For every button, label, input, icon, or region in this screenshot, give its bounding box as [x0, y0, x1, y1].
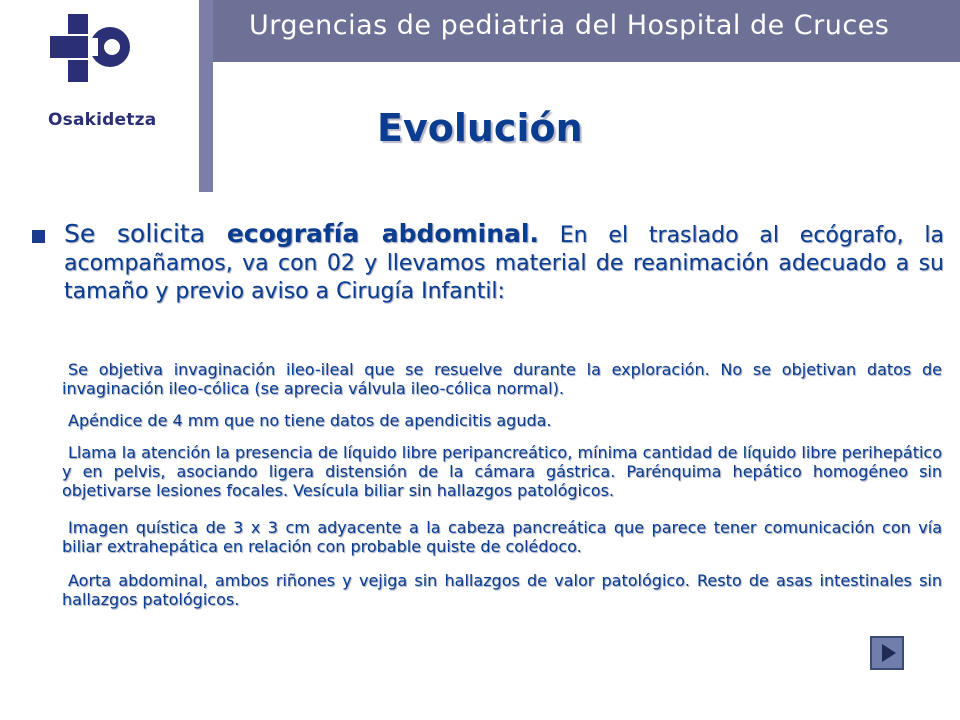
header-title: Urgencias de pediatria del Hospital de Cruces [249, 10, 890, 41]
finding-paragraph [62, 443, 942, 500]
lead-text-rest: En el traslado al ecógrafo, la acompañamos, va con 02 y llevamos material de reanimación adecuado a su tamaño y previo aviso a Cirugía Infantil: [64, 223, 944, 304]
finding-text: Se objetiva invaginación ileo-ileal que se resuelve durante la exploración. No se objetivan datos de invaginación ileo-cólica (se aprecia válvula ileo-cólica normal). [62, 360, 942, 398]
finding-text: Imagen quística de 3 x 3 cm adyacente a la cabeza pancreática que parece tener comunicación con vía biliar extrahepática en relación con probable quiste de colédoco. [62, 518, 942, 556]
lead-text-start: Se solicita [64, 219, 227, 248]
next-arrow-icon [872, 638, 902, 668]
slide-title: Evolución [377, 106, 583, 150]
header-band [213, 0, 960, 62]
finding-paragraph [62, 360, 942, 398]
osakidetza-logo-icon [50, 14, 130, 106]
next-slide-button[interactable] [870, 636, 904, 670]
finding-paragraph [62, 518, 942, 556]
bullet-square-icon [32, 230, 45, 243]
finding-paragraph [62, 571, 942, 609]
lead-bold: ecografía abdominal. [226, 219, 539, 248]
osakidetza-logo [44, 10, 184, 130]
finding-paragraph [62, 411, 942, 430]
logo-wordmark: Osakidetza [48, 110, 157, 130]
finding-text: Aorta abdominal, ambos riñones y vejiga sin hallazgos de valor patológico. Resto de asas intestinales sin hallazgos patológicos. [62, 571, 942, 609]
finding-text: Llama la atención la presencia de líquido libre peripancreático, mínima cantidad de líquido libre perihepático y en pelvis, asociando ligera distensión de la cámara gástrica. Parénquima hepático homogéneo sin objetivarse lesiones focales. Vesícula biliar sin hallazgos patológicos. [62, 443, 942, 500]
lead-paragraph [64, 220, 944, 306]
header-vertical-bar [199, 0, 213, 192]
finding-text: Apéndice de 4 mm que no tiene datos de apendicitis aguda. [68, 411, 552, 430]
